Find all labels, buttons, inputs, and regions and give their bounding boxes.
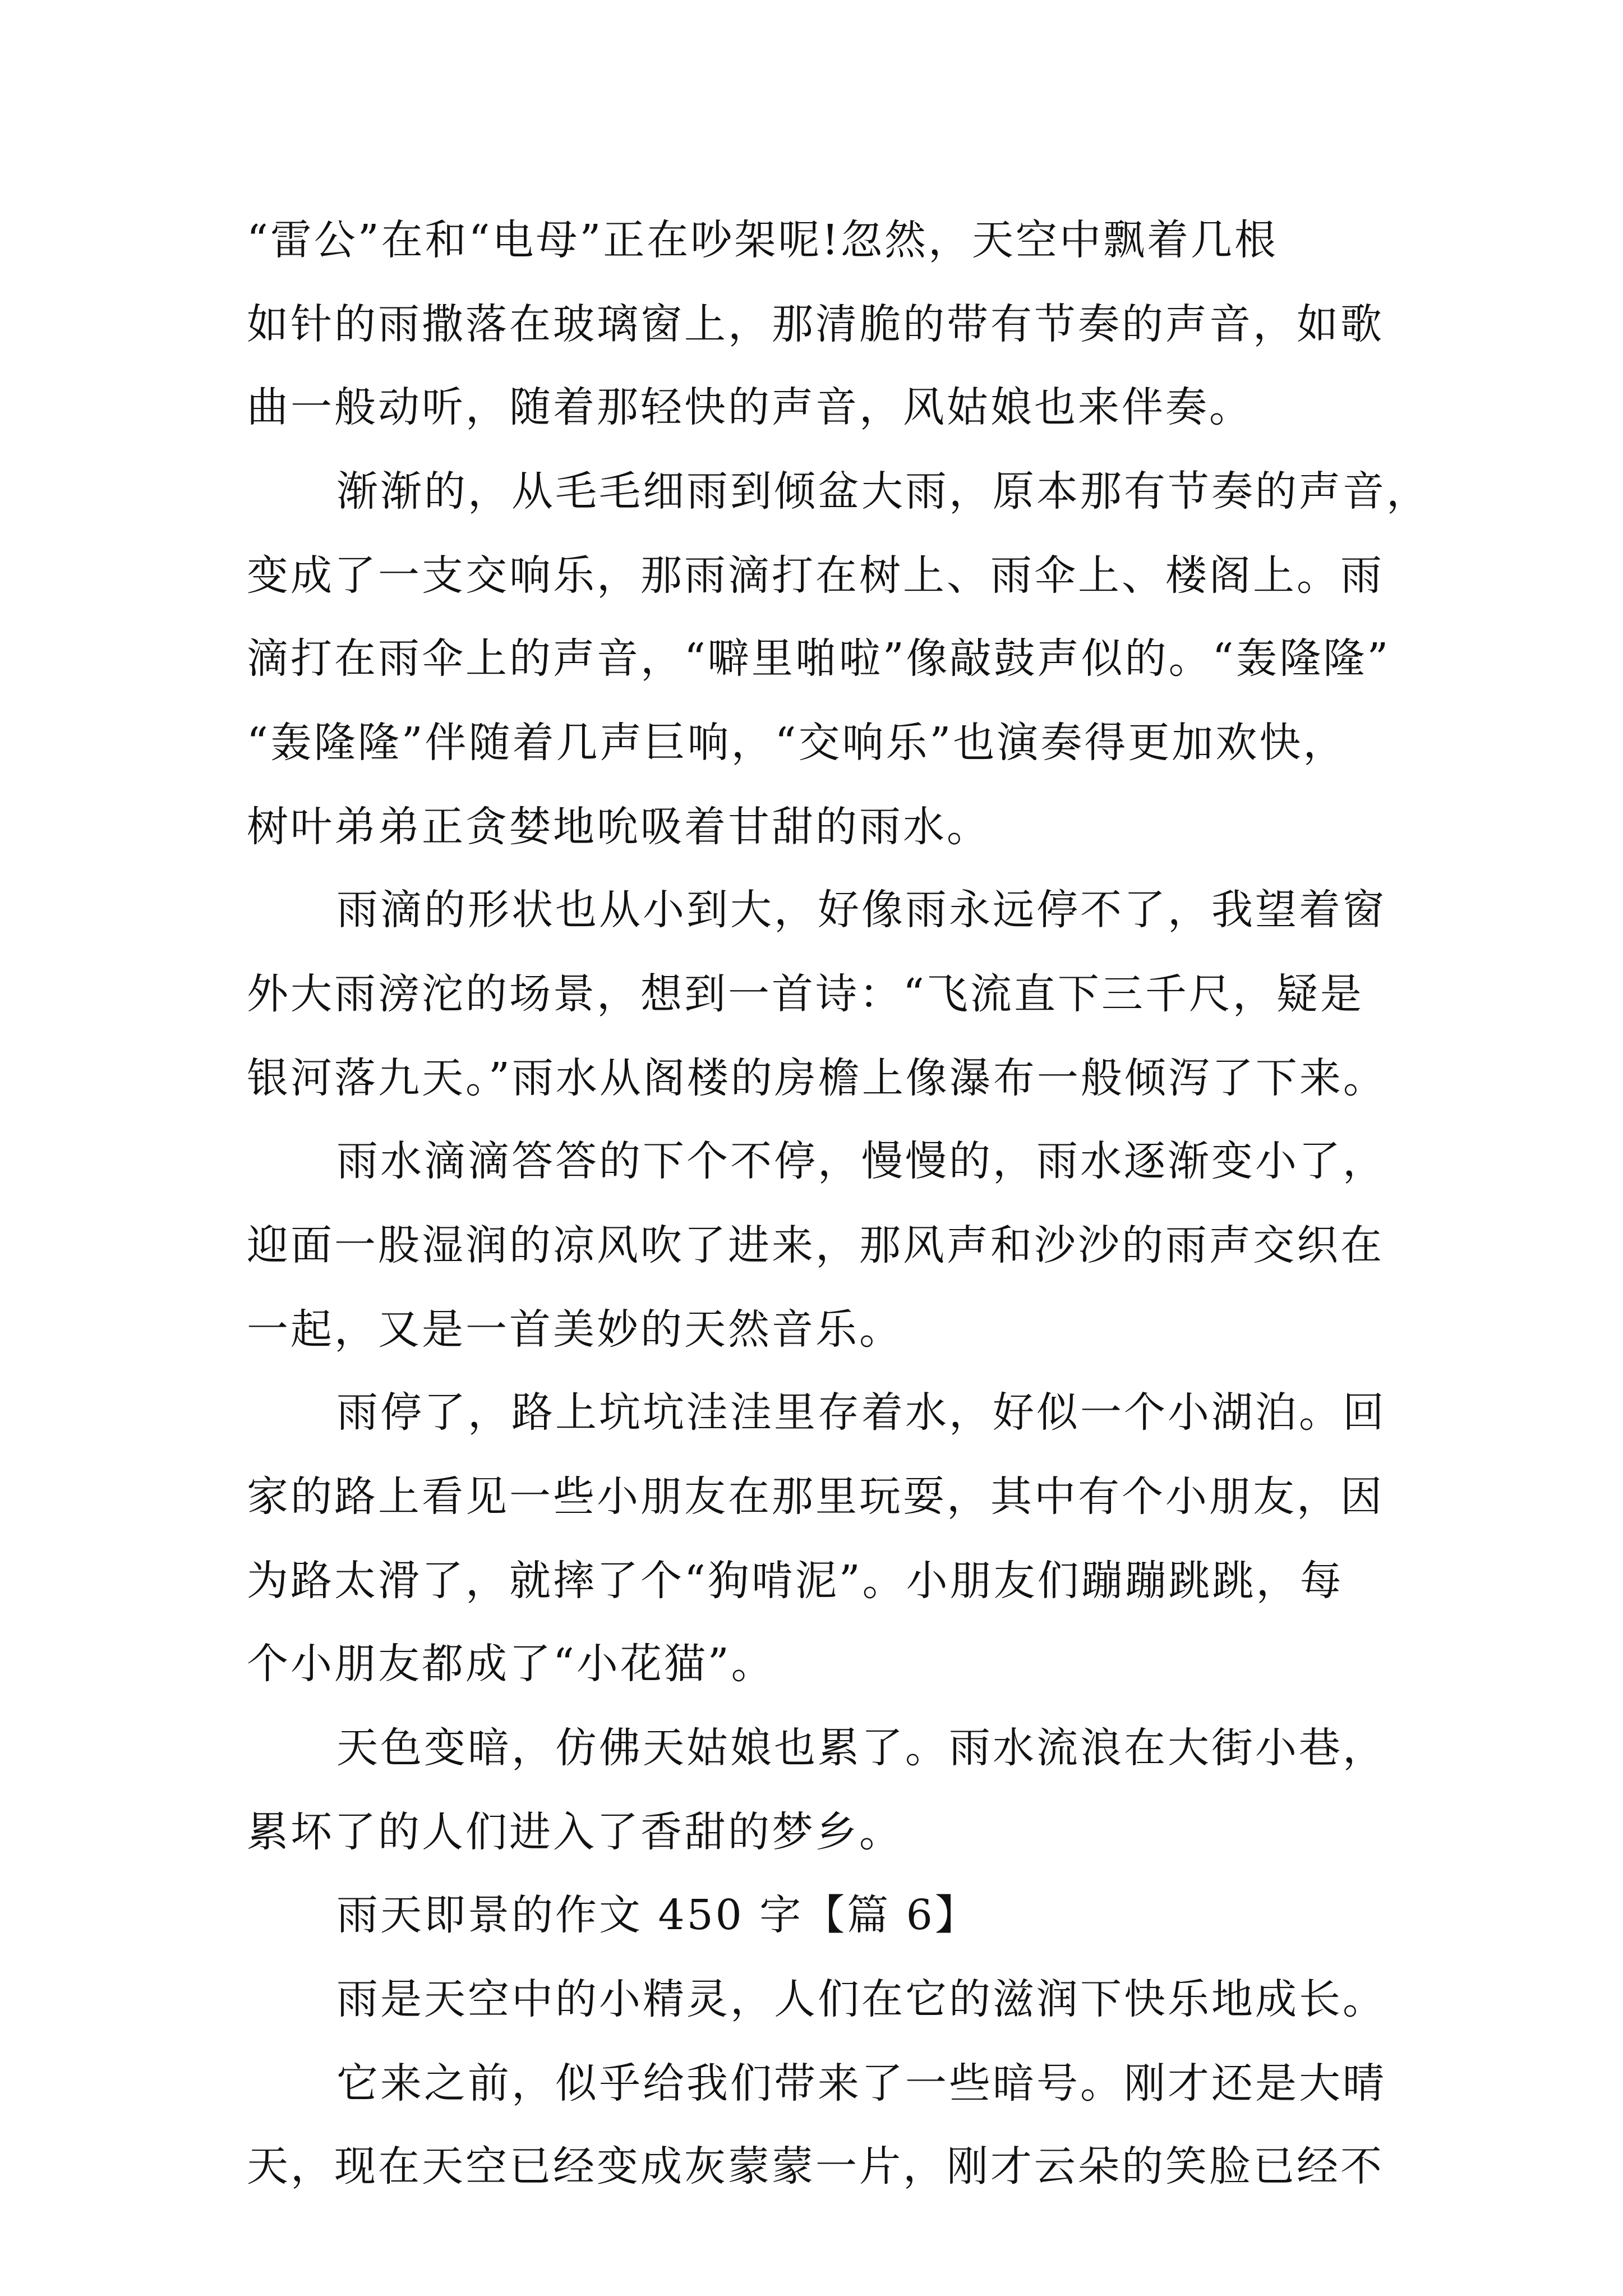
text-line: “雷公”在和“电母”正在吵架呢!忽然，天空中飘着几根 bbox=[247, 216, 1279, 264]
text-line: 树叶弟弟正贪婪地吮吸着甘甜的雨水。 bbox=[247, 803, 990, 851]
text-line: 一起，又是一首美妙的天然音乐。 bbox=[247, 1305, 903, 1354]
text-line: “轰隆隆”伴随着几声巨响，“交响乐”也演奏得更加欢快， bbox=[247, 719, 1347, 767]
text-line: 为路太滑了，就摔了个“狗啃泥”。小朋友们蹦蹦跳跳，每 bbox=[247, 1557, 1344, 1605]
text-line: 天，现在天空已经变成灰蒙蒙一片，刚才云朵的笑脸已经不 bbox=[247, 2142, 1384, 2191]
text-line: 外大雨滂沱的场景，想到一首诗：“飞流直下三千尺，疑是 bbox=[247, 970, 1364, 1018]
text-line: 银河落九天。”雨水从阁楼的房檐上像瀑布一般倾泻了下来。 bbox=[247, 1054, 1387, 1102]
text-line: 滴打在雨伞上的声音，“噼里啪啦”像敲鼓声似的。“轰隆隆” bbox=[247, 634, 1391, 683]
text-line: 天色变暗，仿佛天姑娘也累了。雨水流浪在大街小巷， bbox=[336, 1724, 1386, 1772]
text-line: 变成了一支交响乐，那雨滴打在树上、雨伞上、楼阁上。雨 bbox=[247, 551, 1384, 600]
text-line: 它来之前，似乎给我们带来了一些暗号。刚才还是大晴 bbox=[336, 2059, 1386, 2108]
text-line: 迎面一股湿润的凉风吹了进来，那风声和沙沙的雨声交织在 bbox=[247, 1221, 1384, 1269]
text-line: 曲一般动听，随着那轻快的声音，风姑娘也来伴奏。 bbox=[247, 383, 1253, 431]
text-line: 个小朋友都成了“小花猫”。 bbox=[247, 1640, 775, 1688]
text-line: 家的路上看见一些小朋友在那里玩耍，其中有个小朋友，因 bbox=[247, 1473, 1384, 1521]
text-line: 雨滴的形状也从小到大，好像雨永远停不了，我望着窗 bbox=[336, 886, 1386, 934]
text-line: 雨停了，路上坑坑洼洼里存着水，好似一个小湖泊。回 bbox=[336, 1388, 1386, 1437]
text-line: 渐渐的，从毛毛细雨到倾盆大雨，原本那有节奏的声音， bbox=[336, 467, 1430, 516]
text-line: 如针的雨撒落在玻璃窗上，那清脆的带有节奏的声音，如歌 bbox=[247, 300, 1384, 348]
text-line: 累坏了的人们进入了香甜的梦乡。 bbox=[247, 1808, 903, 1856]
text-line: 雨是天空中的小精灵，人们在它的滋润下快乐地成长。 bbox=[336, 1975, 1386, 2023]
section-heading: 雨天即景的作文 450 字【篇 6】 bbox=[336, 1891, 979, 1939]
text-line: 雨水滴滴答答的下个不停，慢慢的，雨水逐渐变小了， bbox=[336, 1137, 1386, 1185]
